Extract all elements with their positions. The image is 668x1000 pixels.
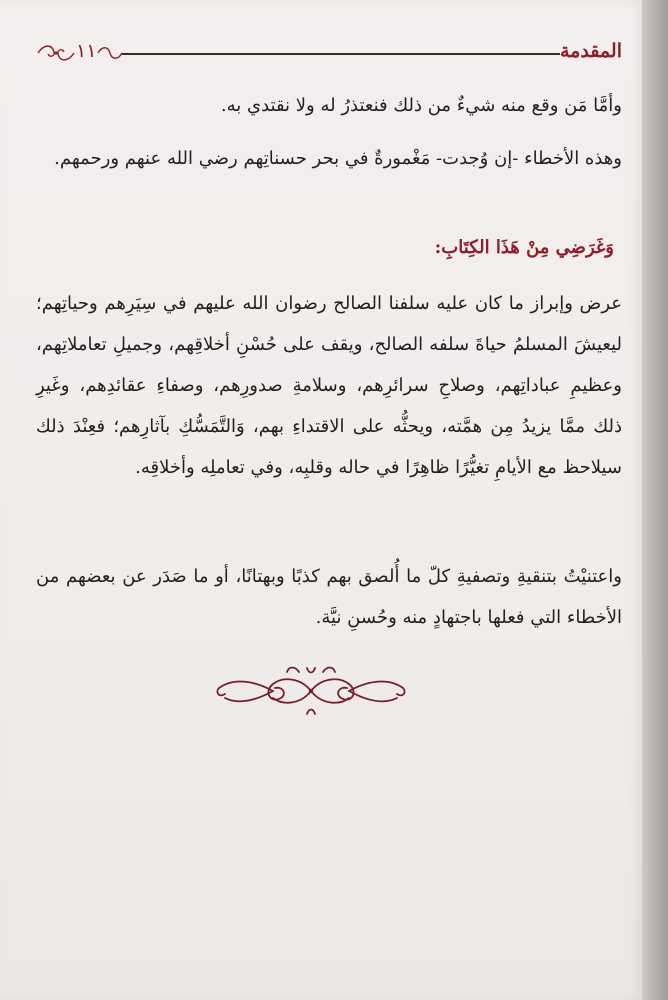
chapter-title: المقدمة: [559, 40, 622, 62]
paragraph-2: وهذه الأخطاء -إن وُجدت- مَغْمورةٌ في بحر حسناتِهم رضي الله عنهم ورحمهم.: [54, 148, 622, 169]
page-edge: [642, 0, 668, 1000]
floral-flourish-icon: [36, 42, 76, 64]
page-header: [36, 36, 622, 70]
paragraph-4: واعتنيْتُ بتنقيةِ وتصفيةِ كلّ ما أُلصق بهم كذبًا وبهتانًا، أو ما صَدَر عن بعضهم من الأخطاء التي فعلها باجتهادٍ منه وحُسنِ نيَّة.: [36, 566, 622, 628]
paragraph-1: وأمَّا مَن وقع منه شيءٌ من ذلك فنعتذرُ له ولا نقتدي به.: [220, 95, 622, 116]
floral-flourish-icon: [96, 43, 124, 63]
section-heading: وَغَرَضِي مِنْ هَذَا الكِتَابِ:: [434, 237, 614, 258]
scroll-divider-icon: [213, 658, 409, 724]
paragraph-3: عرض وإبراز ما كان عليه سلفنا الصالح رضوان الله عليهم في سِيَرِهم وحياتِهم؛ ليعيشَ المسلمُ حياةَ سلفه الصالح، ويقف على حُسْنِ أخلاقِهم، وجميلِ تعاملاتِهم، وعظيمِ عباداتِهم، وصلاحِ سرائرِهم، وسلامةِ صدورِهم، وصفاءِ عقائدِهم، وغَيرِ ذلك ممَّا يزيدُ مِن همَّته، ويحثُّه على الاقتداءِ بهم، وَالتَّمَسُّكِ بآثارِهم؛ فعِنْدَ ذلك سيلاحظ مع الأيامِ تغيُّرًا ظاهِرًا في حاله وقلبِه، وفي تعاملِه وأخلاقِه.: [36, 293, 622, 478]
header-rule: [122, 53, 560, 55]
page-number: ١١: [76, 40, 97, 62]
